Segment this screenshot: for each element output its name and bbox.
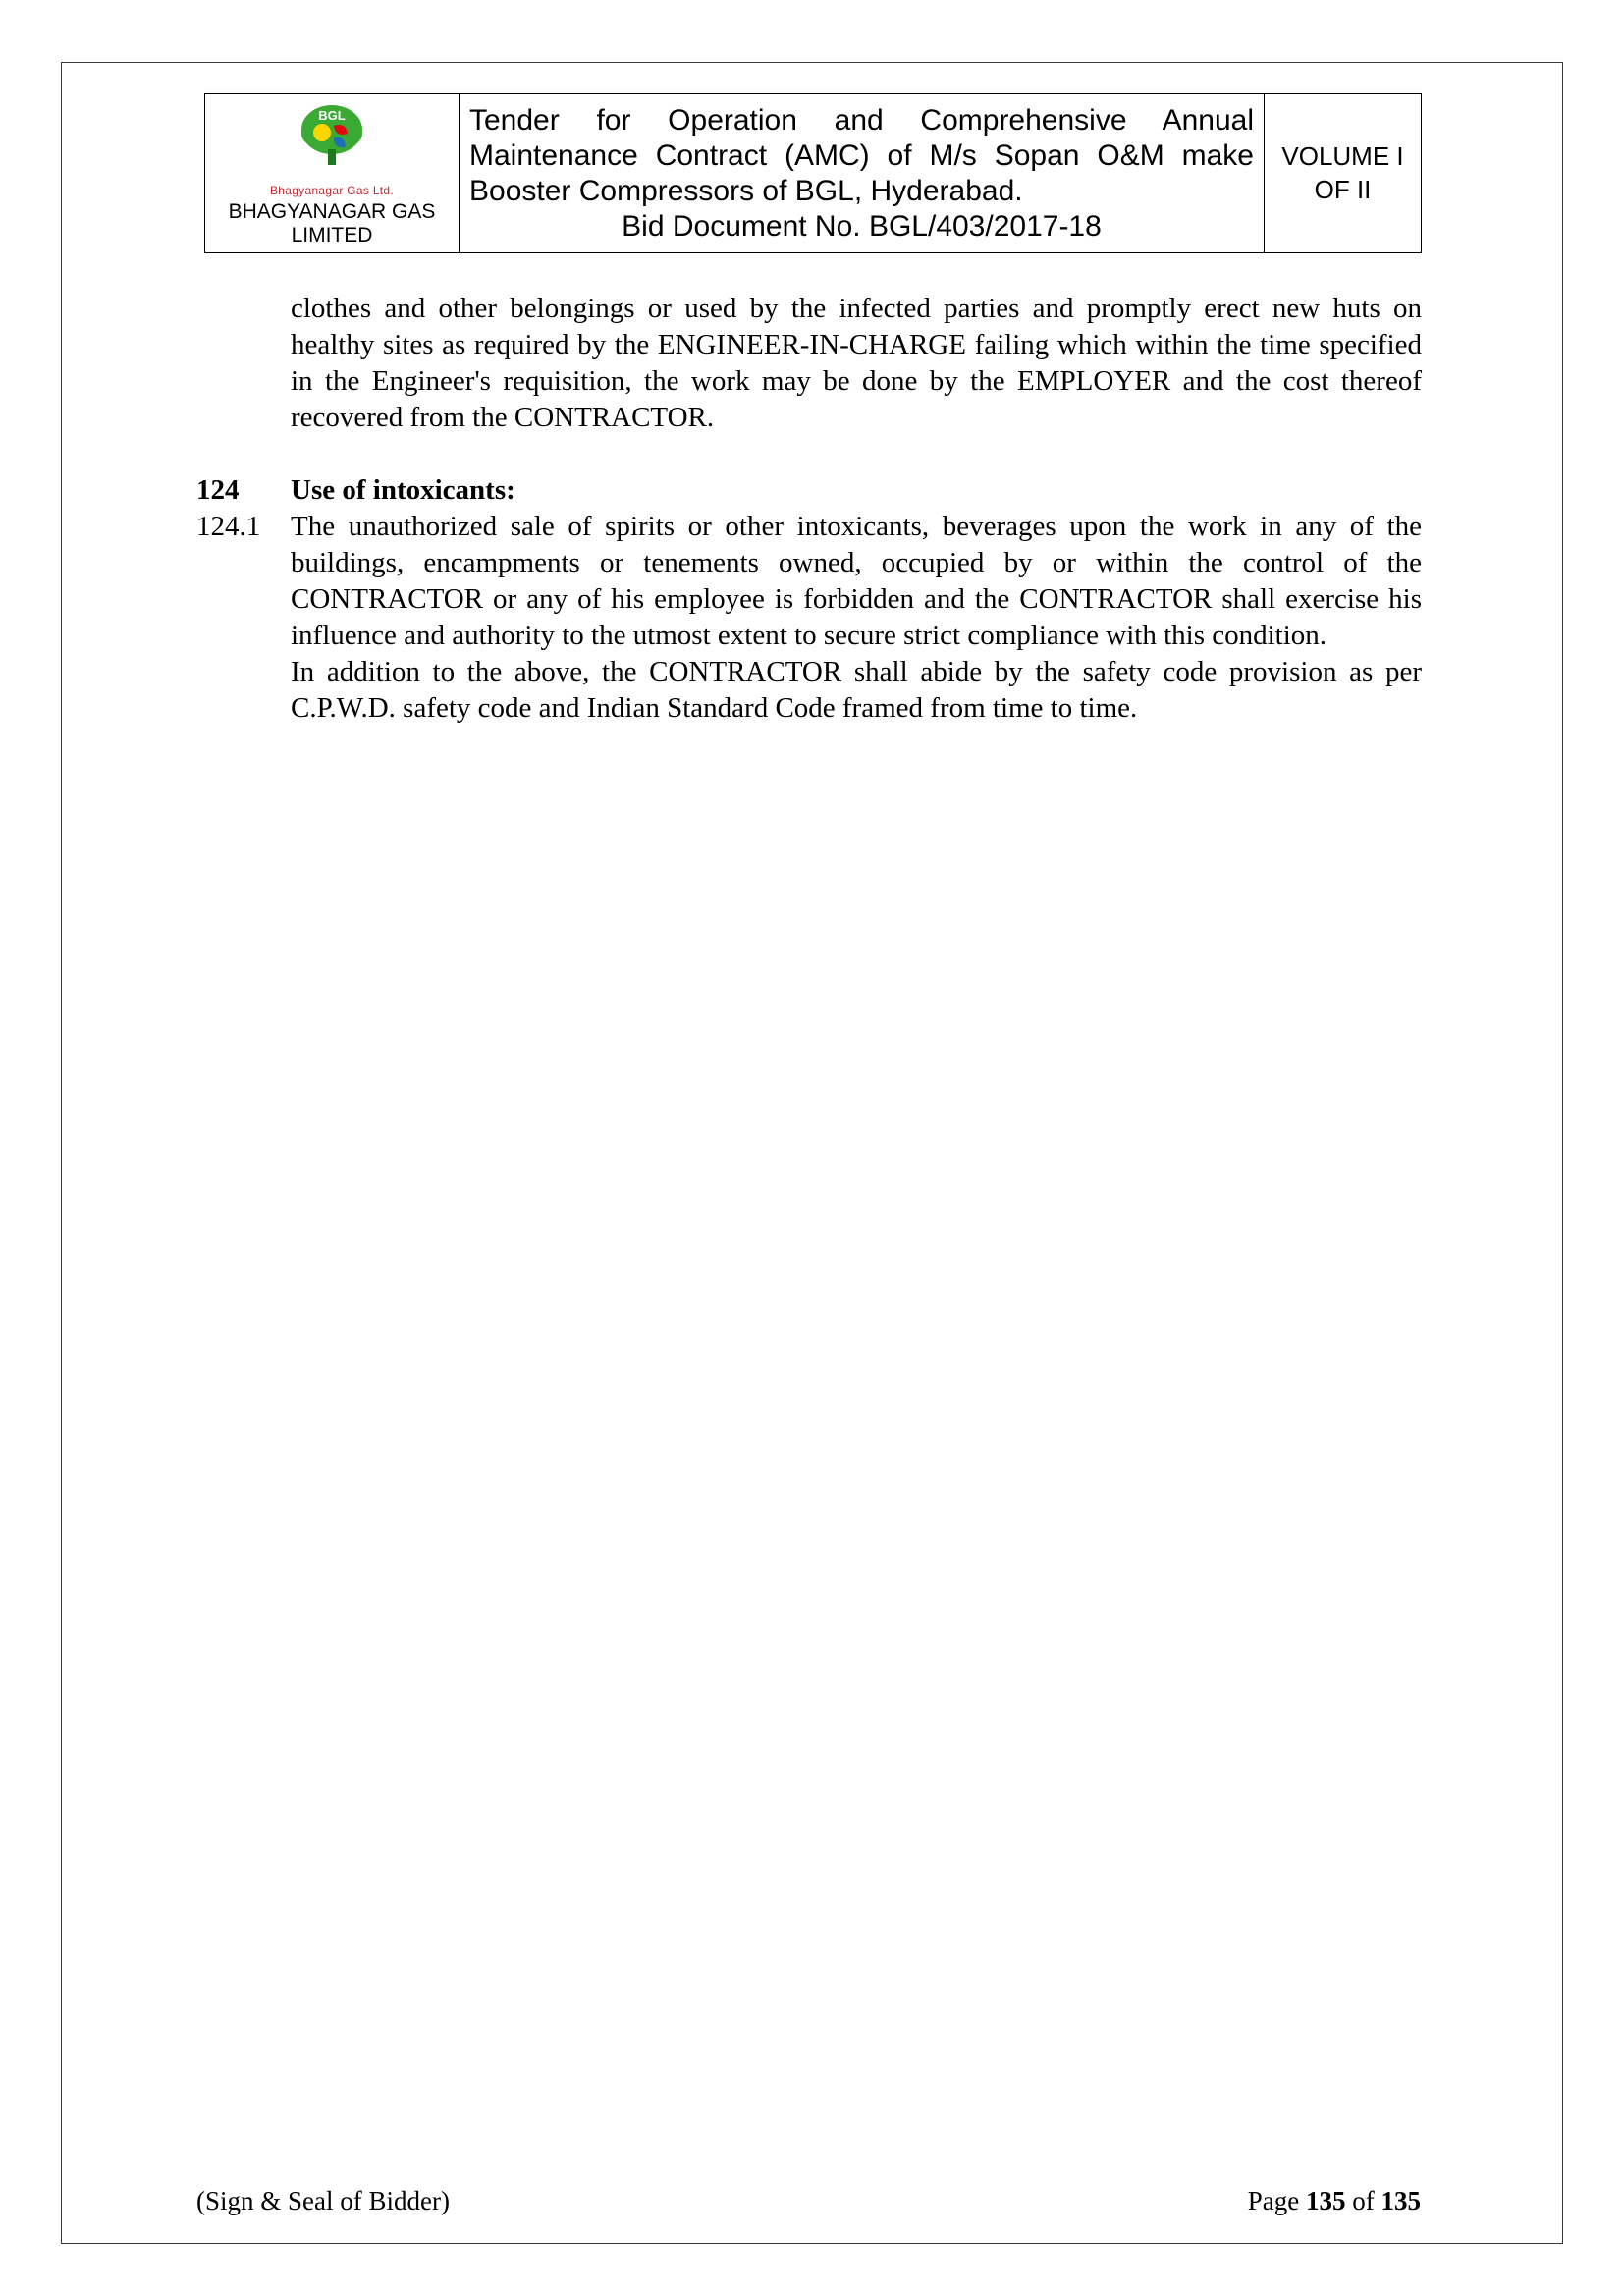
volume-label <box>1274 140 1411 207</box>
footer-page-total: 135 <box>1380 2186 1421 2215</box>
company-name <box>229 200 436 246</box>
volume-line2: OF II <box>1314 174 1372 204</box>
footer-sign-seal: (Sign & Seal of Bidder) <box>196 2186 450 2215</box>
footer-page-label: Page <box>1247 2186 1300 2215</box>
logo-caption: Bhagyanagar Gas Ltd. <box>269 184 395 197</box>
footer-page-number <box>1248 2186 1421 2216</box>
bgl-logo-icon <box>285 100 379 181</box>
volume-line1: VOLUME I <box>1281 140 1404 171</box>
section-heading <box>196 472 1422 509</box>
company-name-line2: LIMITED <box>291 223 373 246</box>
clause-text: The unauthorized sale of spirits or other intoxicants, beverages upon the work in any of the buildings, encampments or tenements owned, occupied by or within the control of the CONTRACTOR or any of his employee is forbidden and the CONTRACTOR shall exercise his influence and authority to the utmost extent to secure strict compliance with this condition. <box>291 511 1422 651</box>
company-name-line1: BHAGYANAGAR GAS <box>228 200 436 223</box>
company-logo <box>229 100 436 246</box>
header-logo-cell <box>205 94 460 253</box>
header-table <box>204 93 1422 253</box>
footer-of-label: of <box>1352 2186 1375 2215</box>
section-number: 124 <box>196 474 240 506</box>
footer-page-current: 135 <box>1306 2186 1346 2215</box>
clause-124-1 <box>196 509 1422 654</box>
header-title-cell <box>460 94 1265 253</box>
intro-paragraph: clothes and other belongings or used by the infected parties and promptly erect new huts on healthy sites as required by the ENGINEER-IN-CHARGE failing which within the time specified in the Engineer's requisition, the work may be done by the EMPLOYER and the cost thereof recovered from the CONTRACTOR. <box>291 293 1422 433</box>
section-title: Use of intoxicants: <box>291 474 515 506</box>
header-volume-cell <box>1265 94 1422 253</box>
document-body <box>196 291 1422 727</box>
bid-document-number: Bid Document No. BGL/403/2017-18 <box>622 209 1102 243</box>
clause-addendum: In addition to the above, the CONTRACTOR shall abide by the safety code provision as per C.P.W.D. safety code and Indian Standard Code framed from time to time. <box>291 656 1422 724</box>
clause-number: 124.1 <box>196 511 261 542</box>
svg-text:BGL: BGL <box>318 108 346 123</box>
tender-title: Tender for Operation and Comprehensive Annual Maintenance Contract (AMC) of M/s Sopan O&M make Booster Compressors of BGL, Hyderabad. <box>469 103 1254 207</box>
